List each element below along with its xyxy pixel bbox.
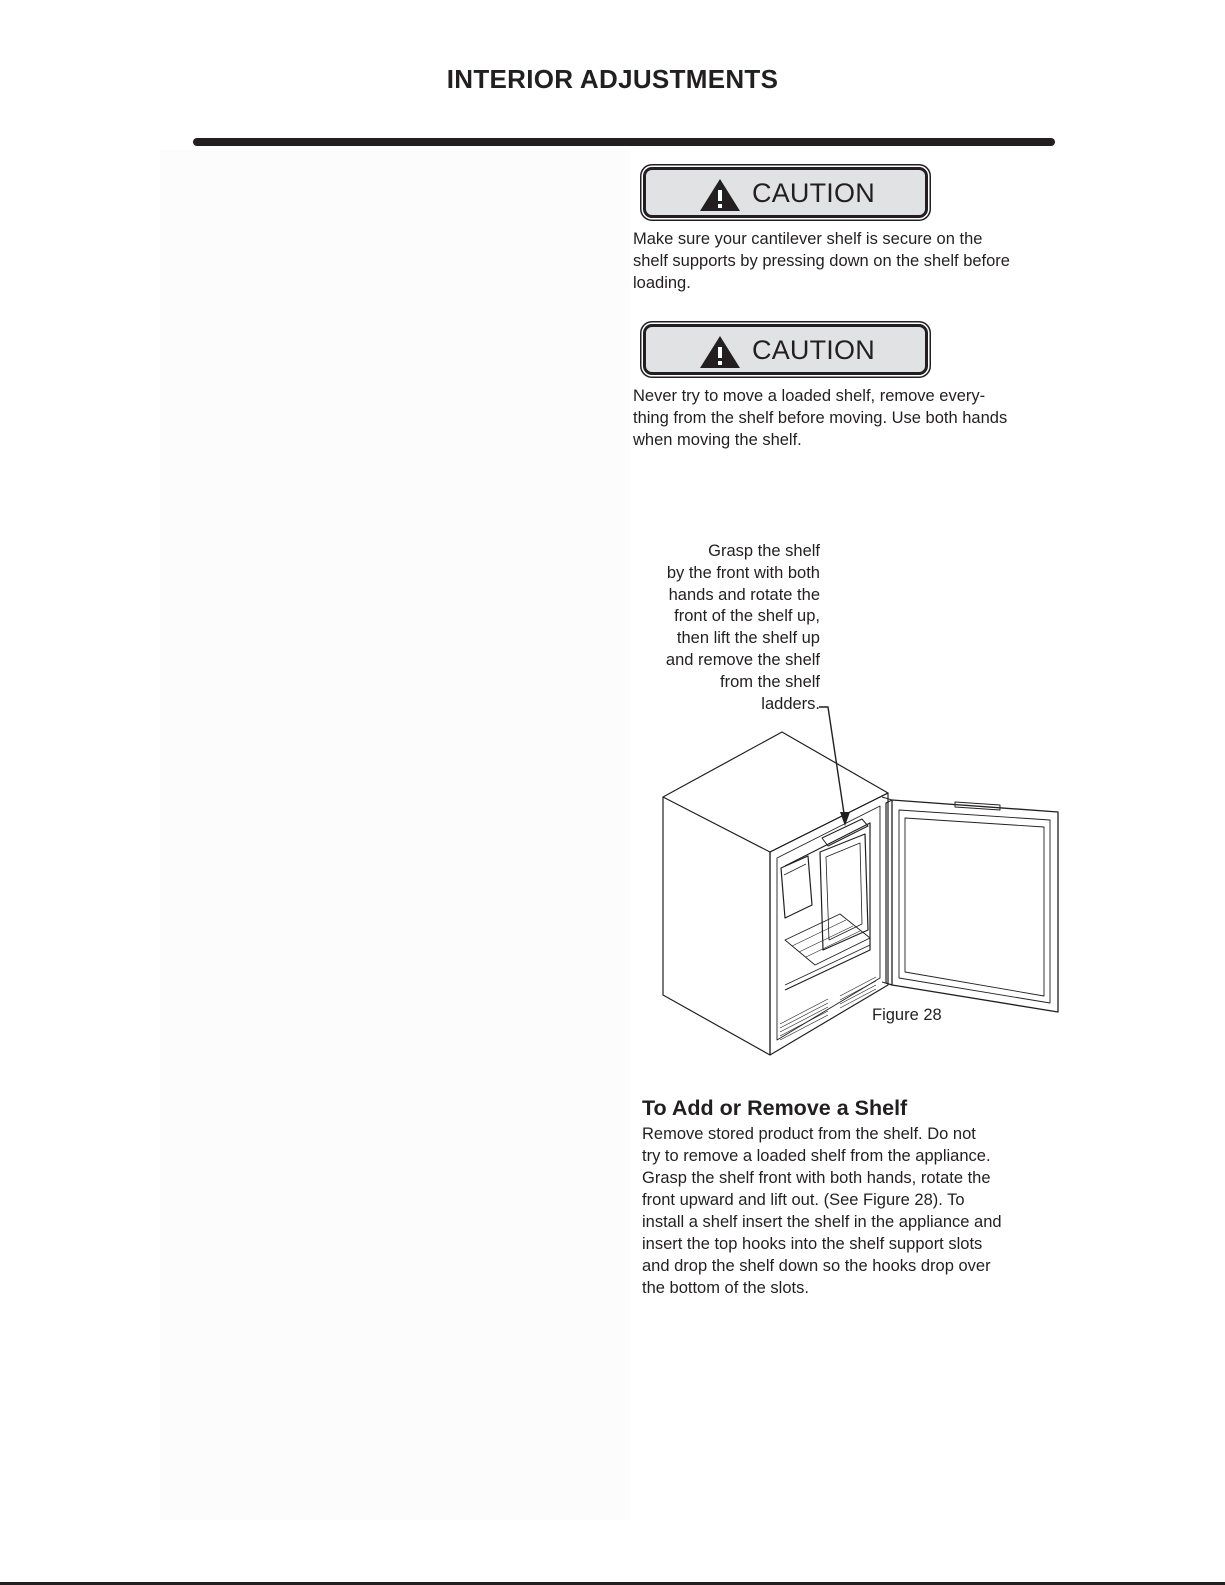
warning-triangle-icon [699,335,741,369]
page-title: INTERIOR ADJUSTMENTS [446,64,779,94]
figure-caption: Figure 28 [872,1006,942,1024]
callout-line: then lift the shelf up [676,629,820,648]
caution-1-text [633,228,1010,294]
caution-2-text [633,385,1007,451]
text-line: shelf supports by pressing down on the shelf before [633,252,1010,270]
callout-line: from the shelf [720,672,820,691]
text-line: loading. [633,274,691,292]
callout-line: Grasp the shelf [708,542,820,560]
text-line: Never try to move a loaded shelf, remove every- [633,387,986,405]
text-line: and drop the shelf down so the hooks drop over [642,1257,991,1275]
callout-line: and remove the shelf [665,650,820,669]
title-divider [193,138,1055,146]
callout-line: hands and rotate the [668,585,820,604]
warning-triangle-icon [699,178,741,212]
text-line: the bottom of the slots. [642,1279,809,1297]
text-line: thing from the shelf before moving. Use both hands [633,409,1008,427]
section-body [642,1123,1002,1299]
callout-line: ladders. [761,694,820,713]
text-line: Remove stored product from the shelf. Do not [642,1125,976,1143]
callout-line: by the front with both [666,563,820,582]
left-column-blank [160,150,630,1520]
text-line: install a shelf insert the shelf in the appliance and [642,1213,1002,1231]
text-line: insert the top hooks into the shelf support slots [642,1235,983,1253]
caution-banner-1 [643,167,928,218]
caution-banner-2 [643,324,928,375]
caution-label: CAUTION [752,335,875,365]
text-line: when moving the shelf. [633,431,802,449]
caution-label: CAUTION [752,178,875,208]
text-line: Grasp the shelf front with both hands, rotate the [642,1169,991,1187]
callout-line: front of the shelf up, [674,607,820,626]
text-line: Make sure your cantilever shelf is secure on the [633,230,983,248]
figure-callout [560,541,820,715]
text-line: front upward and lift out. (See Figure 28). To [642,1191,965,1209]
section-heading: To Add or Remove a Shelf [642,1096,908,1120]
text-line: try to remove a loaded shelf from the appliance. [642,1147,991,1165]
